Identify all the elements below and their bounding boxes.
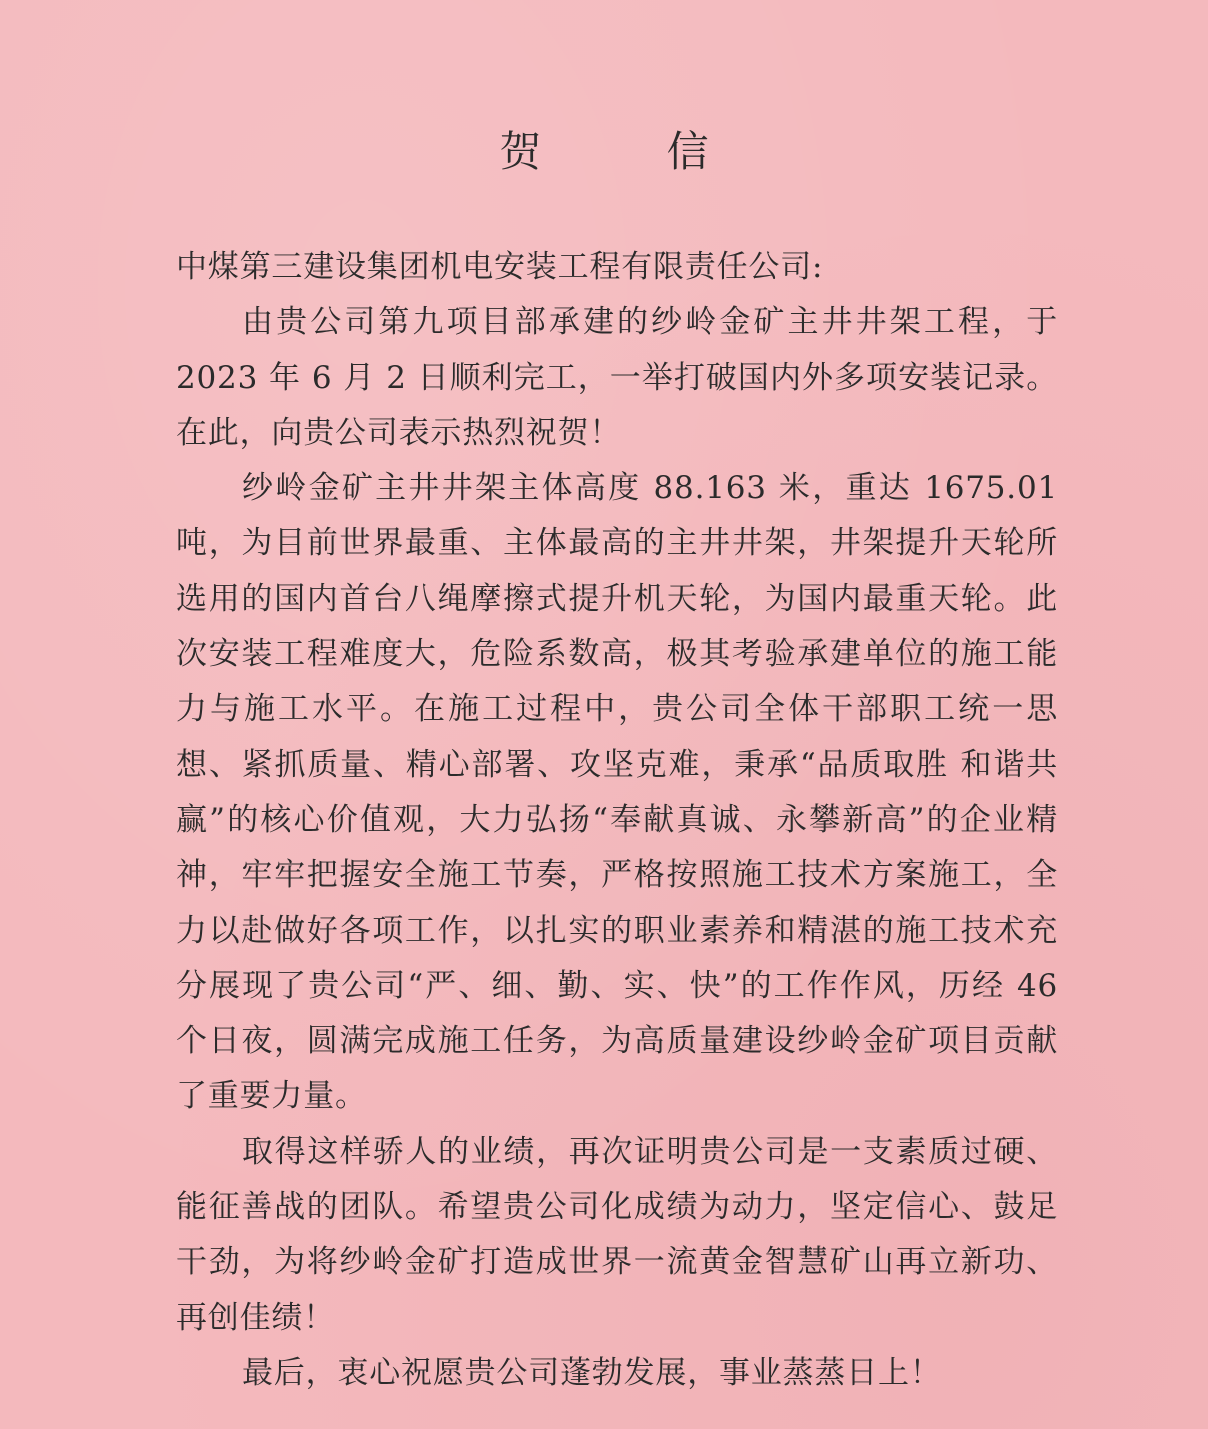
paragraph-project-details: 纱岭金矿主井井架主体高度 88.163 米，重达 1675.01 吨，为目前世界最重、主体最高的主井井架，井架提升天轮所选用的国内首台八绳摩擦式提升机天轮，为国内最重天轮。此次安装工程难度大，危险系数高，极其考验承建单位的施工能力与施工水平。在施工过程中，贵公司全体干部职工统一思想、紧抓质量、精心部署、攻坚克难，秉承“品质取胜 和谐共赢”的核心价值观，大力弘扬“奉献真诚、永攀新高”的企业精神，牢牢把握安全施工节奏，严格按照施工技术方案施工，全力以赴做好各项工作，以扎实的职业素养和精湛的施工技术充分展现了贵公司“严、细、勤、实、快”的工作作风，历经 46 个日夜，圆满完成施工任务，为高质量建设纱岭金矿项目贡献了重要力量。 [176,470,1058,1115]
paragraph-closing-wish: 最后，衷心祝愿贵公司蓬勃发展，事业蒸蒸日上！ [242,1354,942,1391]
letter-salutation: 中煤第三建设集团机电安装工程有限责任公司: [176,249,824,285]
letter-title: 贺 信 [499,127,765,176]
paragraph-hopes: 取得这样骄人的业绩，再次证明贵公司是一支素质过硬、能征善战的团队。希望贵公司化成绩为动力，坚定信心、鼓足干劲，为将纱岭金矿打造成世界一流黄金智慧矿山再立新功、再创佳绩！ [176,1133,1058,1336]
letter-body [176,240,1058,1401]
paragraph-completion: 由贵公司第九项目部承建的纱岭金矿主井井架工程，于 2023 年 6 月 2 日顺利完工，一举打破国内外多项安装记录。在此，向贵公司表示热烈祝贺！ [176,304,1058,451]
